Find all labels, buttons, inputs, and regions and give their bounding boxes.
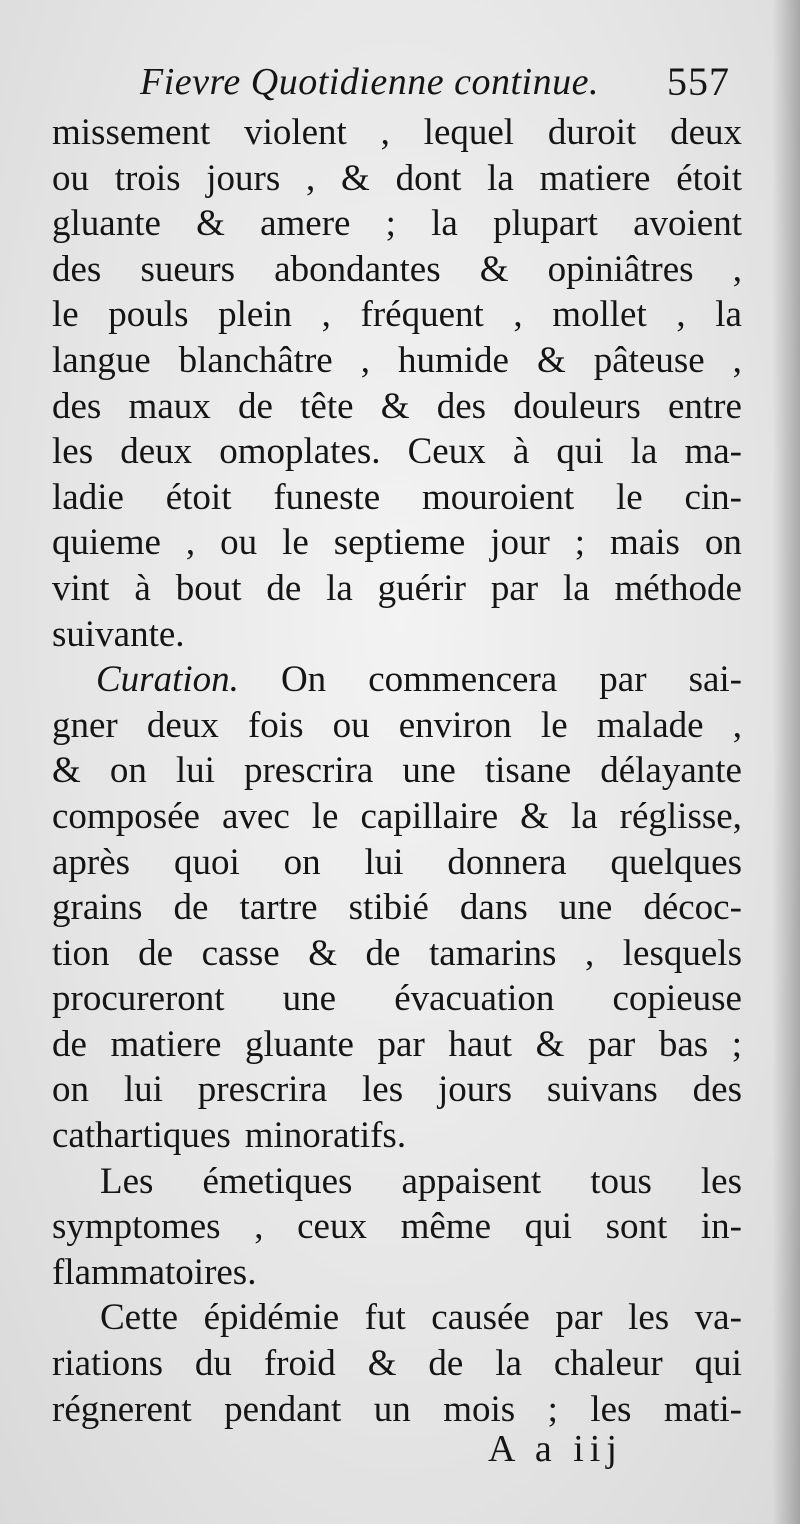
word: gluante <box>52 203 161 245</box>
word: sont <box>605 1206 668 1248</box>
text-line <box>52 1341 742 1387</box>
text-line <box>52 429 742 475</box>
text-line <box>52 794 742 840</box>
word: qui <box>694 1343 742 1385</box>
word: ; <box>731 1023 742 1065</box>
word: opiniâtres <box>547 248 694 290</box>
word: langue <box>52 339 151 381</box>
word: fréquent <box>360 294 484 336</box>
word: la <box>487 157 514 199</box>
word: abondantes <box>274 248 441 290</box>
word: à <box>134 567 151 609</box>
word: plein <box>218 294 293 336</box>
word: quieme <box>52 522 161 564</box>
word: deux <box>670 112 742 153</box>
text-line <box>52 110 742 156</box>
word: une <box>282 978 337 1020</box>
word: copieuse <box>612 978 742 1020</box>
word: ladie <box>52 476 124 518</box>
word: pouls <box>108 294 189 336</box>
word: des <box>692 1069 742 1111</box>
word: deux <box>120 431 193 473</box>
word: le <box>52 294 79 336</box>
word: bas <box>658 1023 709 1065</box>
text-line <box>52 840 742 886</box>
word: missement <box>52 112 211 153</box>
word: stibié <box>348 887 429 929</box>
text-line <box>52 475 742 521</box>
word: le <box>540 704 568 746</box>
page-number: 557 <box>667 59 730 104</box>
word: de <box>365 932 401 974</box>
word: causée <box>431 1297 530 1339</box>
text-line <box>52 931 742 977</box>
text-line <box>52 1159 742 1205</box>
text-line <box>52 156 742 202</box>
word: évacuation <box>394 978 555 1020</box>
word: étoit <box>165 476 232 518</box>
word: avec <box>221 795 290 837</box>
body-text <box>52 110 742 1432</box>
text-line <box>52 657 742 703</box>
word: composée <box>52 795 200 837</box>
word: mouroient <box>422 476 575 518</box>
text-line <box>52 384 742 430</box>
word: appaisent <box>401 1160 542 1202</box>
section-heading-word: Curation. <box>96 659 239 701</box>
word: des <box>52 385 102 427</box>
word: , <box>513 294 523 336</box>
word: les <box>700 1160 742 1202</box>
word: , <box>676 294 686 336</box>
word: pendant <box>224 1388 342 1430</box>
word: ; <box>574 522 586 564</box>
word: lui <box>364 841 404 883</box>
word: qui <box>524 1206 572 1248</box>
word: on <box>283 841 321 883</box>
word: dans <box>459 887 528 929</box>
word: riations <box>52 1343 163 1385</box>
word: vint <box>52 567 110 609</box>
word: la <box>326 567 353 609</box>
word: la <box>715 294 742 336</box>
word: ou <box>220 522 258 564</box>
text-line <box>52 703 742 749</box>
word: mois <box>443 1388 516 1430</box>
word: mollet <box>552 294 647 336</box>
word: environ <box>398 704 512 746</box>
word: guérir <box>377 567 466 609</box>
word: , <box>732 339 742 381</box>
word: , <box>321 294 331 336</box>
text-line <box>52 201 742 247</box>
page-header <box>140 52 730 112</box>
word: méthode <box>614 567 742 609</box>
word: jours <box>437 1069 512 1111</box>
word: , <box>185 522 196 564</box>
word: des <box>52 248 102 290</box>
word: gner <box>52 704 118 746</box>
word: la <box>495 1343 522 1385</box>
word: sai- <box>688 659 742 701</box>
word: ; <box>385 203 396 245</box>
word: minoratifs. <box>244 1115 407 1157</box>
word: prescrira <box>197 1069 328 1111</box>
word: la <box>431 203 458 245</box>
word: blanchâtre <box>178 339 333 381</box>
word: & <box>341 157 370 199</box>
word: avoient <box>633 203 742 245</box>
word: après <box>52 841 131 883</box>
word: , <box>584 932 595 974</box>
word: la <box>562 567 590 609</box>
word: ; <box>547 1388 558 1430</box>
word: maux <box>128 385 211 427</box>
word: une <box>402 750 456 792</box>
text-line <box>52 520 742 566</box>
word: capillaire <box>360 795 499 837</box>
word: quoi <box>173 841 240 883</box>
word: casse <box>201 932 280 974</box>
word: , <box>732 704 742 746</box>
word: & <box>520 795 549 837</box>
word: on <box>109 750 147 792</box>
word: par <box>555 1297 603 1339</box>
word: de <box>237 385 273 427</box>
word: plupart <box>493 203 598 245</box>
word: suivans <box>546 1069 658 1111</box>
word: de <box>428 1343 464 1385</box>
word: décoc- <box>643 887 742 929</box>
word: jour <box>490 522 550 564</box>
word: tisane <box>484 750 572 792</box>
word: amere <box>260 203 351 245</box>
word: tion <box>52 932 110 974</box>
text-line <box>52 338 742 384</box>
word: jours <box>206 157 281 199</box>
word: chaleur <box>553 1343 663 1385</box>
word: violent <box>244 112 347 153</box>
word: les <box>590 1388 632 1430</box>
word: , <box>380 112 390 153</box>
word: fois <box>247 704 304 746</box>
word: de <box>52 1023 87 1065</box>
word: par <box>377 1023 425 1065</box>
word: par <box>587 1023 636 1065</box>
text-line <box>52 748 742 794</box>
word: prescrira <box>243 750 374 792</box>
text-line <box>52 976 742 1022</box>
text-line <box>52 247 742 293</box>
word: tête <box>300 385 354 427</box>
text-line <box>52 1295 742 1341</box>
word: le <box>615 476 643 518</box>
word: suivante. <box>52 613 185 655</box>
text-line <box>52 292 742 338</box>
word: quelques <box>610 841 742 883</box>
word: un <box>373 1388 411 1430</box>
text-line <box>52 885 742 931</box>
word: Ceux <box>407 431 486 473</box>
word: la <box>630 431 658 473</box>
word: entre <box>667 385 742 427</box>
word: de <box>173 887 209 929</box>
word: les <box>628 1297 670 1339</box>
word: duroit <box>547 112 637 153</box>
word: lui <box>123 1069 163 1111</box>
word: trois <box>114 157 181 199</box>
word: symptomes <box>52 1206 221 1248</box>
word: matiere <box>110 1023 222 1065</box>
word: & <box>479 248 509 290</box>
word: des <box>436 385 487 427</box>
word: épidémie <box>203 1297 340 1339</box>
word: donnera <box>447 841 567 883</box>
word: qui <box>556 431 604 473</box>
word: & <box>367 1343 397 1385</box>
word: septieme <box>333 522 466 564</box>
word: tamarins <box>429 932 557 974</box>
word: lui <box>175 750 215 792</box>
word: une <box>558 887 613 929</box>
word: par <box>490 567 539 609</box>
word: va- <box>694 1297 742 1339</box>
word: réglisse, <box>619 795 742 837</box>
word: lesquels <box>622 932 742 974</box>
word: ou <box>332 704 370 746</box>
word: , <box>254 1206 264 1248</box>
word: malade <box>596 704 704 746</box>
word: haut <box>448 1023 513 1065</box>
word: délayante <box>600 750 742 792</box>
word: & <box>380 385 410 427</box>
word: de <box>266 567 302 609</box>
word: ma- <box>684 431 742 473</box>
word: cathartiques <box>52 1115 231 1157</box>
word: deux <box>146 704 219 746</box>
word: la <box>570 795 598 837</box>
word: procureront <box>52 978 225 1020</box>
word: humide <box>397 339 509 381</box>
word: pâteuse <box>593 339 705 381</box>
word: flammatoires. <box>52 1251 257 1293</box>
word: mati- <box>663 1388 742 1430</box>
signature-mark: A a iij <box>488 1428 623 1470</box>
running-title: Fievre Quotidienne continue. <box>140 61 599 103</box>
word: émetiques <box>202 1160 353 1202</box>
word: & <box>535 1023 565 1065</box>
word: on <box>704 522 742 564</box>
word: tartre <box>239 887 318 929</box>
word: funeste <box>273 476 381 518</box>
word: & <box>308 932 337 974</box>
word: même <box>400 1206 491 1248</box>
word: fut <box>364 1297 406 1339</box>
word: du <box>194 1343 232 1385</box>
word: à <box>512 431 530 473</box>
text-line <box>52 1250 742 1296</box>
word: & <box>536 339 566 381</box>
text-line <box>52 566 742 612</box>
word: douleurs <box>513 385 641 427</box>
word: lequel <box>423 112 515 153</box>
word: Les <box>100 1160 154 1202</box>
word: les <box>52 431 94 473</box>
word: , <box>360 339 370 381</box>
text-line <box>52 1022 742 1068</box>
word: matiere <box>539 157 651 199</box>
text-line <box>52 612 742 658</box>
word: mais <box>610 522 680 564</box>
word: ou <box>52 157 89 199</box>
word: le <box>311 795 339 837</box>
word: commencera <box>368 659 558 701</box>
word: omoplates. <box>219 431 381 473</box>
word: gluante <box>245 1023 354 1065</box>
text-line <box>52 1113 742 1159</box>
word: sueurs <box>140 248 236 290</box>
word: cin- <box>684 476 742 518</box>
word: on <box>52 1069 89 1111</box>
word: régnerent <box>52 1388 192 1430</box>
word: les <box>362 1069 404 1111</box>
word: par <box>599 659 647 701</box>
word: , <box>732 248 742 290</box>
word: ceux <box>297 1206 367 1248</box>
text-line <box>52 1067 742 1113</box>
word: froid <box>263 1343 336 1385</box>
word: étoit <box>676 157 742 199</box>
word: & <box>52 750 81 792</box>
word: dont <box>395 157 462 199</box>
word: de <box>138 932 174 974</box>
word: in- <box>700 1206 742 1248</box>
text-line <box>52 1204 742 1250</box>
word: grains <box>52 887 143 929</box>
word: tous <box>590 1160 652 1202</box>
word: , <box>306 157 316 199</box>
text-line <box>52 1387 742 1433</box>
word: bout <box>175 567 242 609</box>
word: & <box>196 203 225 245</box>
word: On <box>280 659 327 701</box>
word: Cette <box>100 1297 179 1339</box>
word: le <box>282 522 309 564</box>
